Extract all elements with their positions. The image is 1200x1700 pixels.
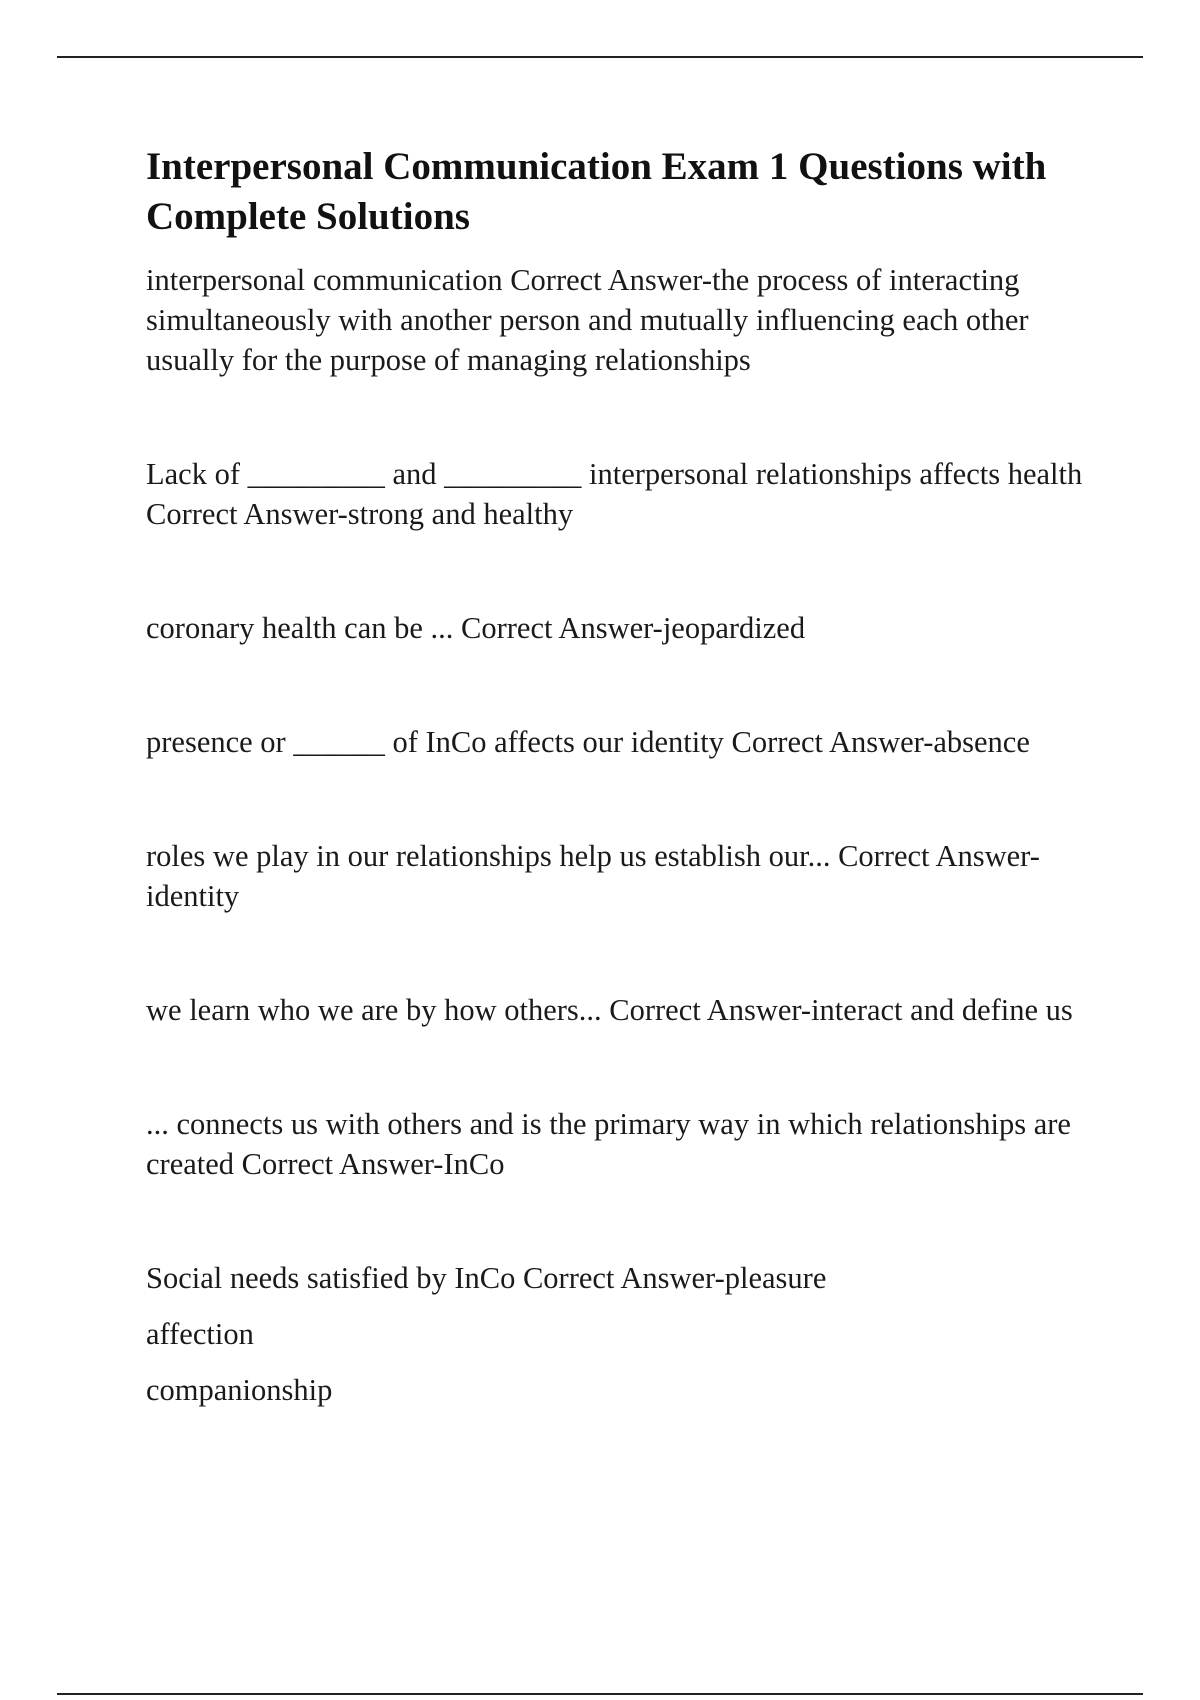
qa-entry-4: presence or ______ of InCo affects our identity Correct Answer-absence <box>146 725 1030 759</box>
qa-entry-8-extra-2: companionship <box>146 1373 333 1407</box>
title-line-1: Interpersonal Communication Exam 1 Questions with <box>146 145 1047 188</box>
qa-entry-8 <box>146 1258 1096 1410</box>
document-body <box>146 142 1096 1410</box>
page-title <box>146 142 1096 242</box>
qa-entry-6: we learn who we are by how others... Correct Answer-interact and define us <box>146 993 1073 1027</box>
title-line-2: Complete Solutions <box>146 195 470 238</box>
qa-entry-3: coronary health can be ... Correct Answer-jeopardized <box>146 611 806 645</box>
qa-entry-7: ... connects us with others and is the primary way in which relationships are created Correct Answer-InCo <box>146 1107 1071 1181</box>
qa-entry-5: roles we play in our relationships help us establish our... Correct Answer-identity <box>146 839 1040 913</box>
bottom-rule <box>57 1693 1143 1695</box>
qa-entry-2: Lack of _________ and _________ interpersonal relationships affects health Correct Answer-strong and healthy <box>146 457 1083 531</box>
qa-entry-8-extra-1: affection <box>146 1317 254 1351</box>
qa-entry-1: interpersonal communication Correct Answer-the process of interacting simultaneously with another person and mutually influencing each other usually for the purpose of managing relationships <box>146 263 1029 377</box>
qa-entry-8-text: Social needs satisfied by InCo Correct Answer-pleasure <box>146 1261 827 1295</box>
top-rule <box>57 56 1143 58</box>
